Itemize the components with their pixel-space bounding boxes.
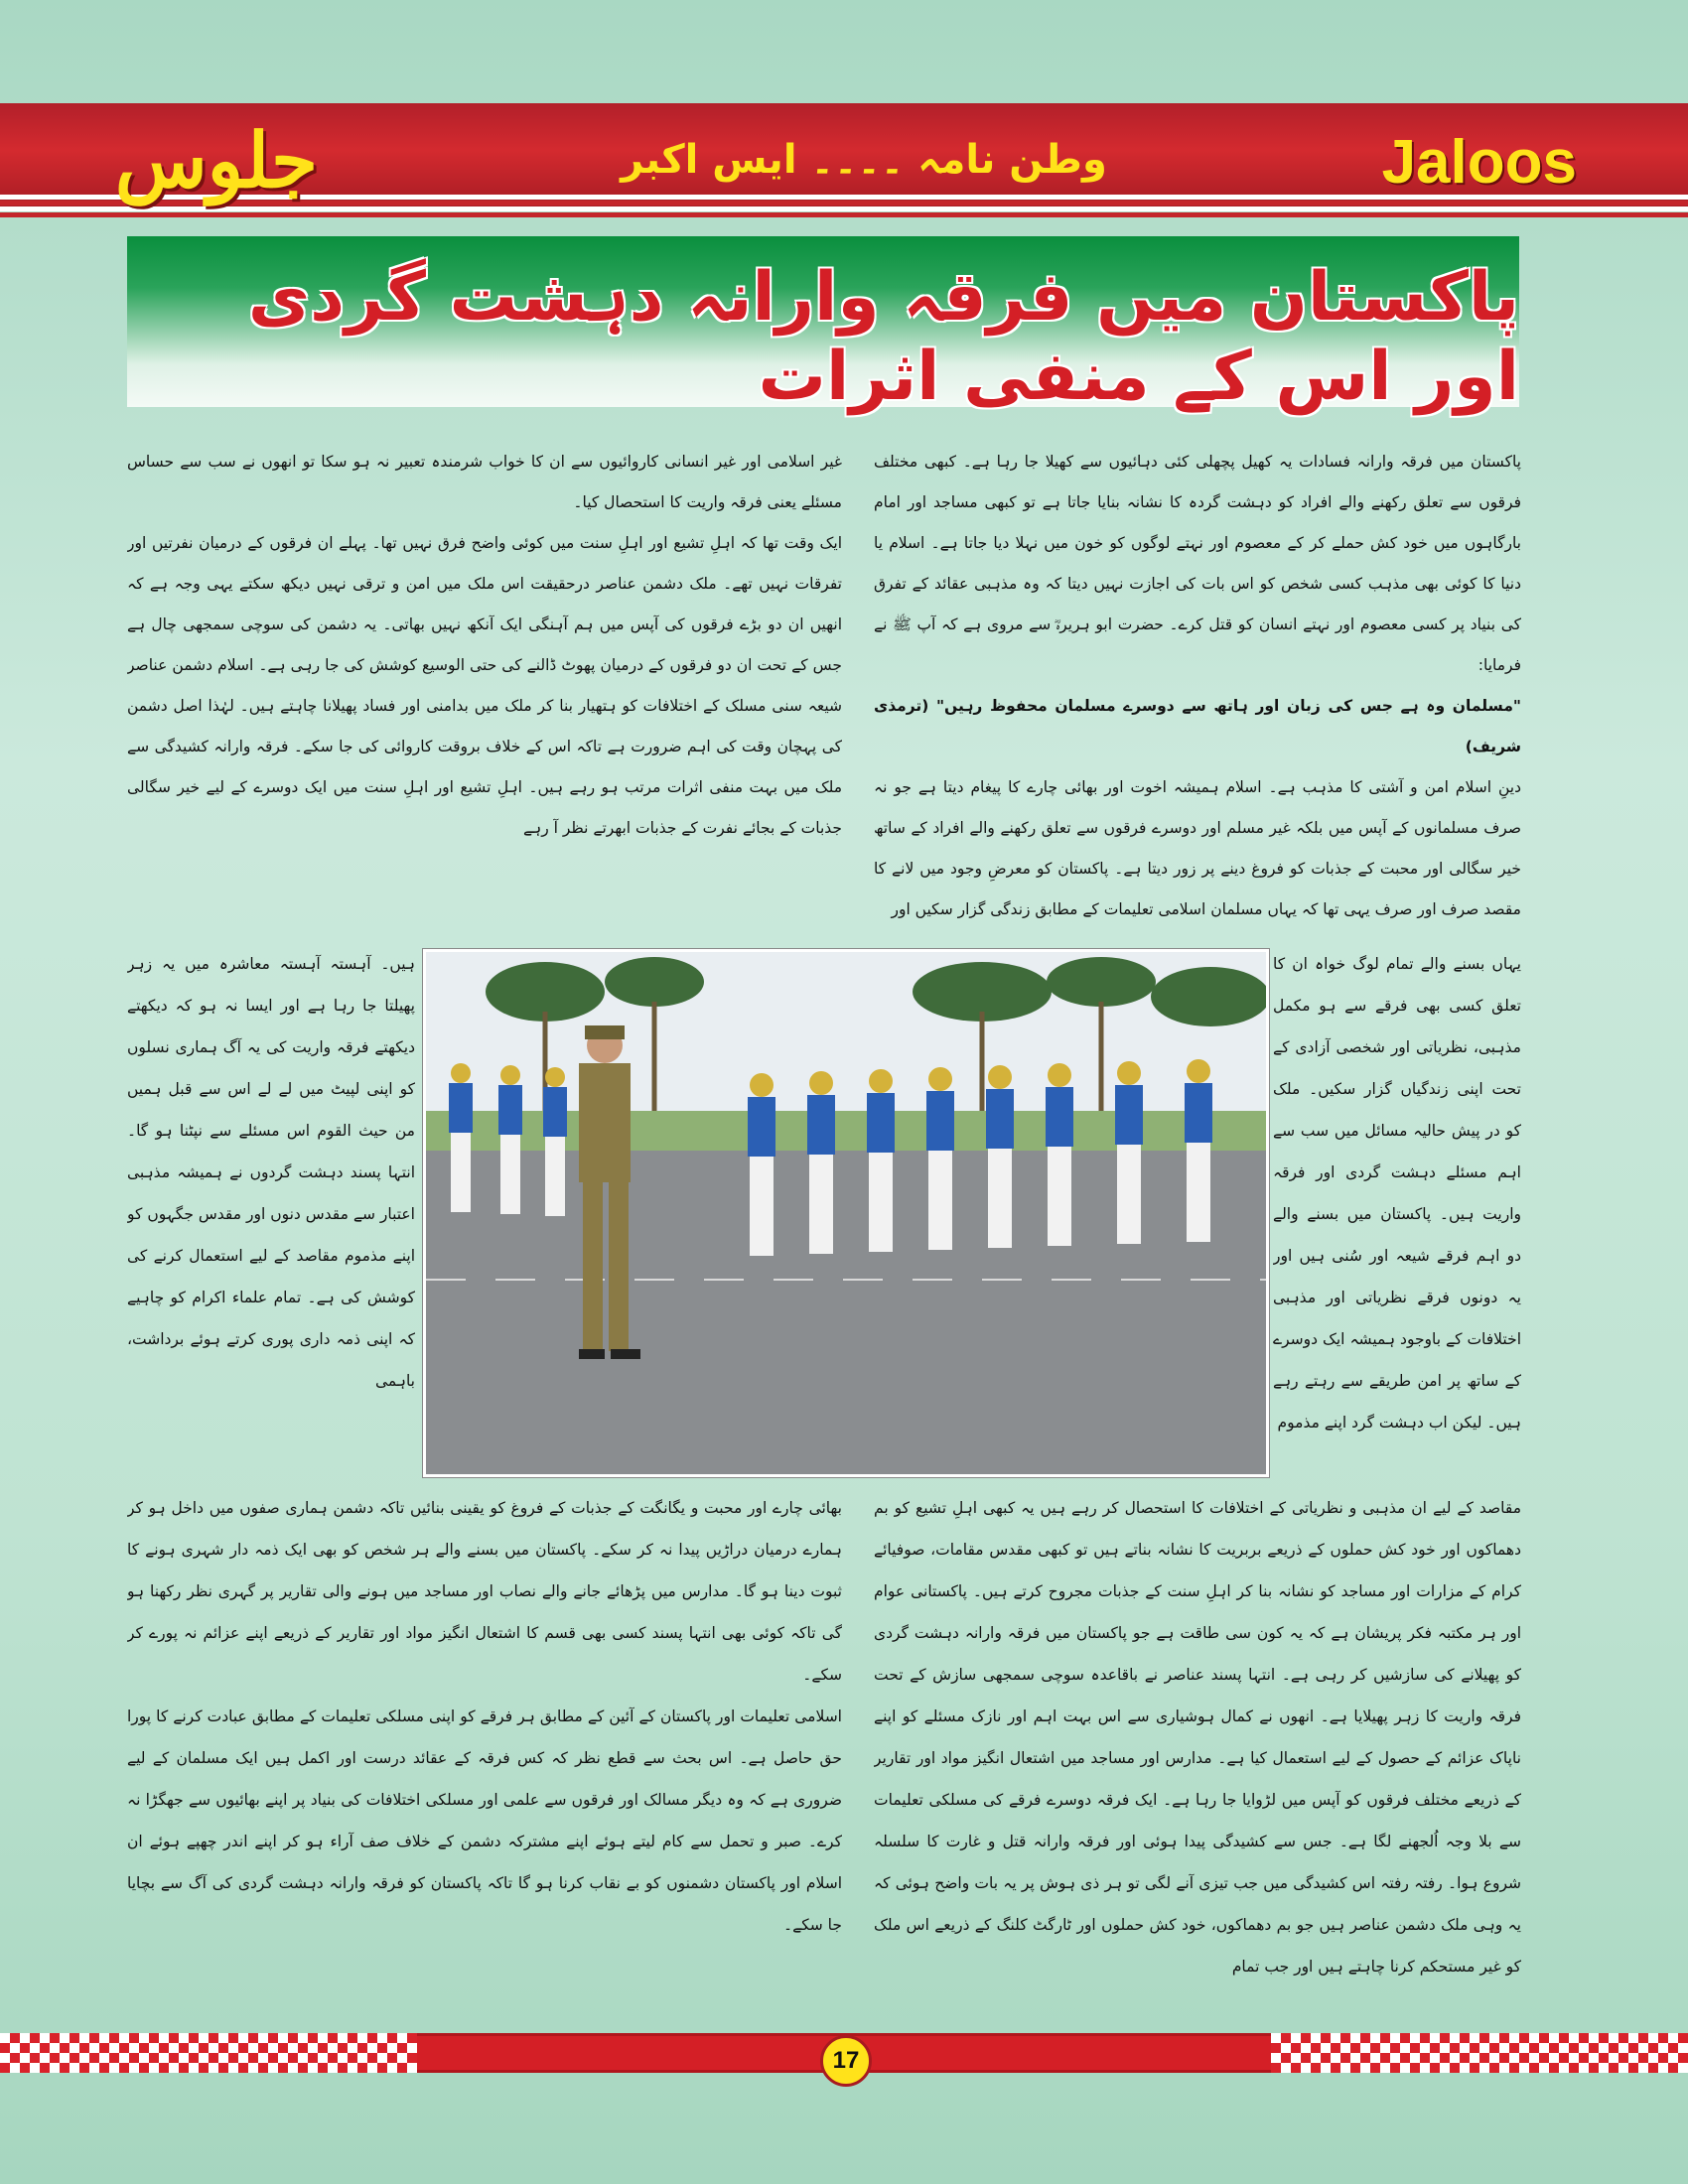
magazine-logo-urdu: جلوس bbox=[114, 116, 318, 205]
article-column-right-bottom: مقاصد کے لیے ان مذہبی و نظریاتی کے اختلافات کا استحصال کر رہے ہیں یہ کبھی اہلِ تشیع کو بم دھماکوں اور خود کش حملوں کے ذریعے بربریت کا نشانہ بناتے ہیں تو کبھی مقدس مقامات، صوفیائے کرام کے مزارات اور مساجد کو نشانہ بنا کر اہلِ سنت کے جذبات مجروح کرتے ہیں۔ پاکستانی عوام اور ہر مکتبہ فکر پریشان ہے کہ یہ کون سی طاقت ہے جو پاکستان میں فرقہ وارانہ دہشت گردی کو پھیلانے کی سازشیں کر رہی ہے۔ انتہا پسند عناصر نے باقاعدہ سوچی سمجھی سازش کے تحت فرقہ واریت کا زہر پھیلایا ہے۔ انھوں نے کمال ہوشیاری سے اس بہت اہم اور نازک مسئلے کو اپنے ناپاک عزائم کے حصول کے لیے استعمال کیا ہے۔ مدارس اور مساجد میں اشتعال انگیز مواد اور تقاریر کے ذریعے مختلف فرقوں کو آپس میں لڑوایا جا رہا ہے۔ ایک فرقہ دوسرے فرقے کی مسلکی تعلیمات سے بلا وجہ اُلجھنے لگا ہے۔ جس سے کشیدگی پیدا ہوئی اور فرقہ وارانہ قتل و غارت کا سلسلہ شروع ہوا۔ رفتہ رفتہ اس کشیدگی میں جب تیزی آنے لگی تو ہر ذی ہوش پر یہ بات واضح ہوئی کہ یہ وہی ملک دشمن عناصر ہیں جو بم دھماکوں، خود کش حملوں اور ٹارگٹ کلنگ کے ذریعے اس ملک کو غیر مستحکم کرنا چاہتے ہیں اور جب تمام bbox=[874, 1499, 1521, 1976]
article-column-right-wrap: یہاں بسنے والے تمام لوگ خواہ ان کا تعلق کسی بھی فرقے سے ہو مکمل مذہبی، نظریاتی اور شخصی آزادی کے تحت اپنی زندگیاں گزار سکیں۔ ملک کو در پیش حالیہ مسائل میں سب سے اہم مسئلے دہشت گردی اور فرقہ واریت ہیں۔ پاکستان میں بسنے والے دو اہم فرقے شیعہ اور سُنی ہیں اور یہ دونوں فرقے نظریاتی اور مذہبی اختلافات کے باوجود ہمیشہ ایک دوسرے کے ساتھ پر امن طریقے سے رہتے رہے ہیں۔ لیکن اب دہشت گرد اپنے مذموم bbox=[1273, 955, 1521, 1432]
hadith-quote: "مسلمان وہ ہے جس کی زبان اور ہاتھ سے دوسرے مسلمان محفوظ رہیں" (ترمذی شریف) bbox=[874, 697, 1521, 755]
article-column-left-wrap: ہیں۔ آہستہ آہستہ معاشرہ میں یہ زہر پھیلتا جا رہا ہے اور ایسا نہ ہو کہ دیکھتے دیکھتے فرقہ واریت کی یہ آگ ہماری نسلوں کو اپنی لپیٹ میں لے لے اس سے قبل ہمیں من حیث القوم اس مسئلے سے نپٹنا ہو گا۔ انتہا پسند دہشت گردوں نے ہمیشہ مذہبی اعتبار سے مقدس دنوں اور مقدس جگہوں کو اپنے مذموم مقاصد کے لیے استعمال کرنے کی کوشش کی ہے۔ تمام علماء اکرام کو چاہیے کہ اپنی ذمہ داری پوری کرتے ہوئے برداشت، باہمی bbox=[127, 955, 415, 1390]
headline-banner bbox=[127, 236, 1519, 416]
paragraph: اسلامی تعلیمات اور پاکستان کے آئین کے مطابق ہر فرقے کو اپنی مسلکی تعلیمات کے مطابق عبادت کرنے کا پورا حق حاصل ہے۔ اس بحث سے قطع نظر کہ کس فرقہ کے عقائد درست اور اکمل ہیں ایک مسلمان کے لیے ضروری ہے کہ وہ دیگر مسالک اور فرقوں سے علمی اور مسلکی اختلافات کی بنیاد پر اپنے بھائیوں سے جھگڑا نہ کرے۔ صبر و تحمل سے کام لیتے ہوئے اپنے مشترکہ دشمن کے خلاف صف آراء ہو کر اپنے اندر چھپے ہوئے ان اسلام اور پاکستان دشمنوں کو بے نقاب کرنا ہو گا تاکہ پاکستان کو فرقہ وارانہ دہشت گردی کی آگ سے بچایا جا سکے۔ bbox=[127, 1707, 842, 1934]
article-column-left-bottom bbox=[127, 1487, 842, 2031]
article-photo bbox=[423, 949, 1269, 1477]
article-headline: پاکستان میں فرقہ وارانہ دہشت گردی اور اس کے منفی اثرات bbox=[247, 258, 1519, 416]
paragraph: غیر اسلامی اور غیر انسانی کاروائیوں سے ان کا خواب شرمندہ تعبیر نہ ہو سکا تو انھوں نے سب سے حساس مسئلے یعنی فرقہ واریت کا استحصال کیا۔ bbox=[127, 453, 842, 511]
column-title: وطن نامہ ۔۔۔۔ ایس اکبر bbox=[621, 137, 1107, 183]
paragraph: دینِ اسلام امن و آشتی کا مذہب ہے۔ اسلام ہمیشہ اخوت اور بھائی چارے کا پیغام دیتا ہے جو نہ صرف مسلمانوں کے آپس میں بلکہ غیر مسلم اور دوسرے فرقوں سے تعلق رکھنے والے افراد کے ساتھ خیر سگالی اور محبت کے جذبات کو فروغ دینے پر زور دیتا ہے۔ پاکستان کو معرضِ وجود میں لانے کا مقصد صرف اور صرف یہی تھا کہ یہاں مسلمان اسلامی تعلیمات کے مطابق زندگی گزار سکیں اور bbox=[874, 778, 1521, 918]
military-inspection-photo-icon bbox=[426, 952, 1266, 1474]
footer-checker-left bbox=[0, 2033, 417, 2073]
magazine-logo-latin: Jaloos bbox=[1381, 128, 1577, 197]
paragraph: بھائی چارے اور محبت و یگانگت کے جذبات کے فروغ کو یقینی بنائیں تاکہ دشمن ہماری صفوں میں داخل ہو کر ہمارے درمیان دراڑیں پیدا نہ کر سکے۔ پاکستان میں بسنے والے ہر شخص کو بھی ایک ذمہ دار شہری ہونے کا ثبوت دینا ہو گا۔ مدارس میں پڑھائے جانے والے نصاب اور مساجد میں ہونے والی تقاریر پر گہری نظر رکھنا ہو گی تاکہ کوئی بھی انتہا پسند کسی بھی قسم کا اشتعال انگیز مواد اور تقاریر کے ذریعے اپنے عزائم نہ پورے کر سکے۔ bbox=[127, 1499, 842, 1684]
article-column-left-top bbox=[127, 442, 842, 943]
article-column-right-top bbox=[874, 442, 1521, 943]
paragraph: ایک وقت تھا کہ اہلِ تشیع اور اہلِ سنت میں کوئی واضح فرق نہیں تھا۔ پہلے ان فرقوں کے درمیان نفرتیں اور تفرقات نہیں تھے۔ ملک دشمن عناصر درحقیقت اس ملک میں امن و ترقی نہیں دیکھ سکتے یہی وجہ ہے کہ انھیں ان دو بڑے فرقوں کی آپس میں ہم آہنگی ایک آنکھ نہیں بھاتی۔ یہ دشمن کی سوچی سمجھی چال ہے جس کے تحت ان دو فرقوں کے درمیان پھوٹ ڈالنے کی حتی الوسیع کوشش کی جا رہی ہے۔ اسلام دشمن عناصر شیعہ سنی مسلک کے اختلافات کو ہتھیار بنا کر ملک میں بدامنی اور فساد پھیلانا چاہتے ہیں۔ لہٰذا اصل دشمن کی پہچان وقت کی اہم ضرورت ہے تاکہ اس کے خلاف بروقت کاروائی کی جا سکے۔ فرقہ وارانہ کشیدگی سے ملک میں بہت منفی اثرات مرتب ہو رہے ہیں۔ اہلِ تشیع اور اہلِ سنت میں ایک دوسرے کے لیے خیر سگالی جذبات کے بجائے نفرت کے جذبات ابھرتے نظر آ رہے bbox=[127, 534, 842, 837]
masthead-stripe-red bbox=[0, 212, 1688, 217]
footer-checker-right bbox=[1271, 2033, 1688, 2073]
page-number: 17 bbox=[820, 2035, 872, 2087]
paragraph: پاکستان میں فرقہ وارانہ فسادات یہ کھیل پچھلی کئی دہائیوں سے کھیلا جا رہا ہے۔ کبھی مختلف فرقوں سے تعلق رکھنے والے افراد کو دہشت گردہ کا نشانہ بنایا جاتا ہے تو کبھی مساجد اور امام بارگاہوں میں خود کش حملے کر کے معصوم اور نہتے لوگوں کو خون میں نہلا دیا جاتا ہے۔ اسلام یا دنیا کا کوئی بھی مذہب کسی شخص کو اس بات کی اجازت نہیں دیتا کہ وہ مذہبی عقائد کے تفرق کی بنیاد پر کسی معصوم اور نہتے انسان کو قتل کرے۔ حضرت ابو ہریرہؓ سے مروی ہے کہ آپ ﷺ نے فرمایا: bbox=[874, 453, 1521, 674]
